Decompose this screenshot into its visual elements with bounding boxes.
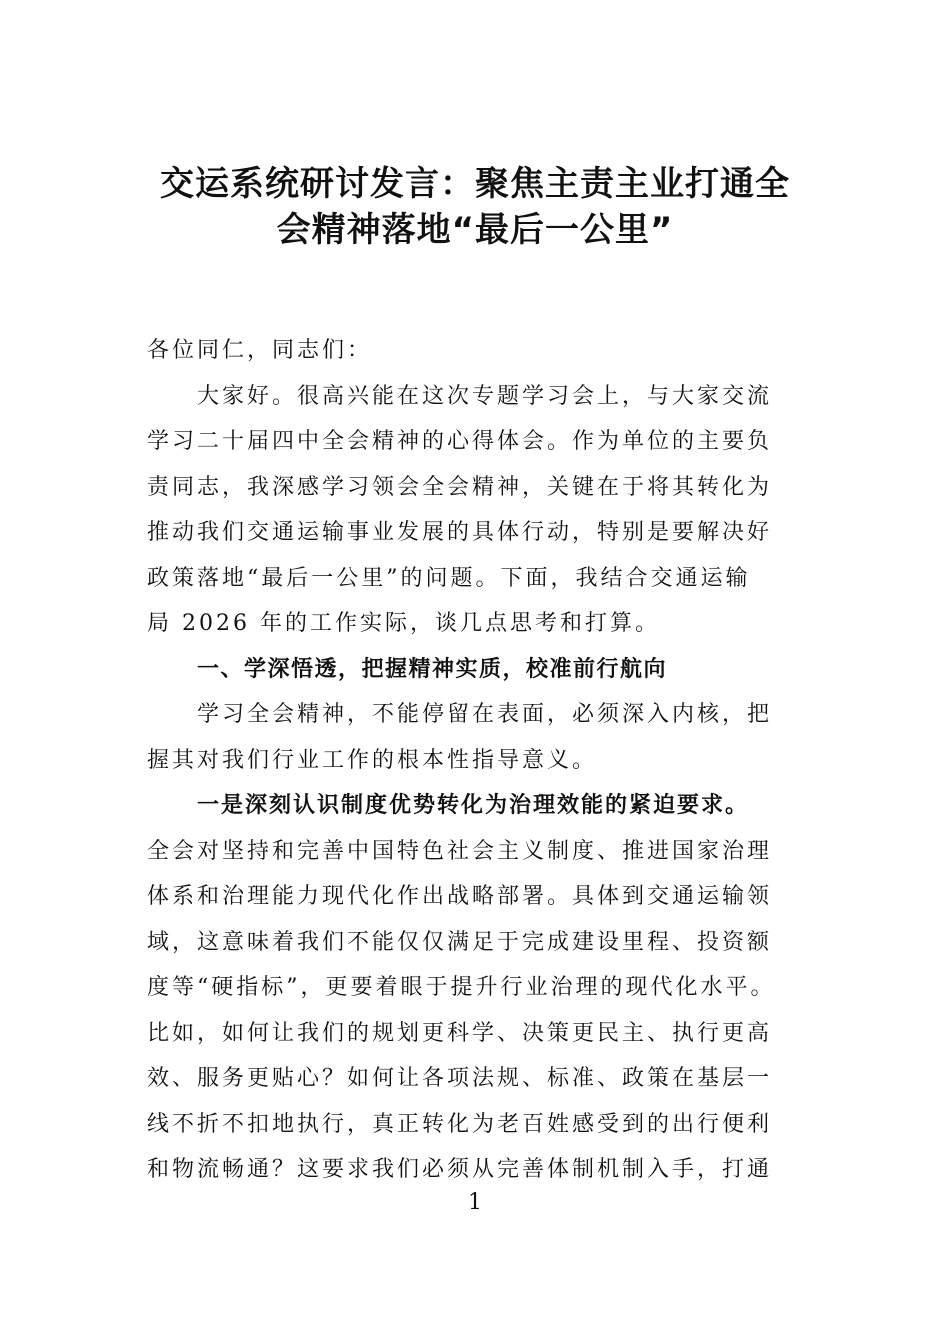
- paragraph-line: 比如，如何让我们的规划更科学、决策更民主、执行更高: [147, 1020, 773, 1046]
- paragraph-line: 握其对我们行业工作的根本性指导意义。: [147, 747, 598, 773]
- paragraph-line: 责同志，我深感学习领会全会精神，关键在于将其转化为: [147, 474, 773, 500]
- point-lead-sentence: 一是深刻认识制度优势转化为治理效能的紧迫要求。: [197, 792, 750, 818]
- paragraph-line: 政策落地“最后一公里”的问题。下面，我结合交通运输: [147, 565, 751, 591]
- document-title-line-2: 会精神落地“最后一公里”: [276, 210, 674, 250]
- document-body: [147, 328, 787, 1193]
- paragraph-line: 大家好。很高兴能在这次专题学习会上，与大家交流: [197, 383, 773, 409]
- paragraph-line: 效、服务更贴心？如何让各项法规、标准、政策在基层一: [147, 1066, 773, 1091]
- section-heading: 一、学深悟透，把握精神实质，校准前行航向: [197, 656, 668, 682]
- paragraph-line: 学习二十届四中全会精神的心得体会。作为单位的主要负: [147, 429, 773, 454]
- page-number: 1: [468, 1190, 482, 1215]
- paragraph-line: 推动我们交通运输事业发展的具体行动，特别是要解决好: [147, 520, 773, 545]
- paragraph-line: 和物流畅通？这要求我们必须从完善体制机制入手，打通: [147, 1157, 773, 1182]
- document-title-line-1: 交运系统研讨发言：聚焦主责主业打通全: [160, 164, 790, 204]
- paragraph-line: 体系和治理能力现代化作出战略部署。具体到交通运输领: [147, 884, 773, 909]
- paragraph-line: 线不折不扣地执行，真正转化为老百姓感受到的出行便利: [147, 1111, 773, 1137]
- paragraph-line: 度等“硬指标”，更要着眼于提升行业治理的现代化水平。: [147, 975, 776, 1000]
- paragraph-line: 域，这意味着我们不能仅仅满足于完成建设里程、投资额: [147, 929, 773, 955]
- salutation: 各位同仁，同志们：: [147, 338, 373, 363]
- paragraph-line: 学习全会精神，不能停留在表面，必须深入内核，把: [197, 702, 773, 727]
- paragraph-line: 局 2026 年的工作实际，谈几点思考和打算。: [147, 611, 660, 636]
- paragraph-line: 全会对坚持和完善中国特色社会主义制度、推进国家治理: [147, 838, 773, 864]
